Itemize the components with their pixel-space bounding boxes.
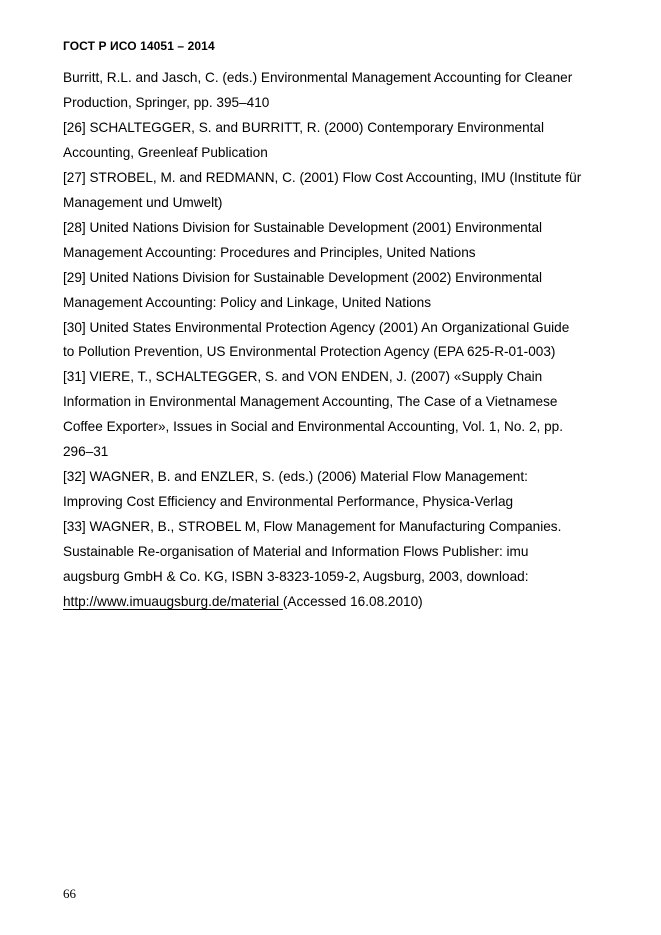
- material-download-link[interactable]: http://www.imuaugsburg.de/material: [63, 594, 283, 610]
- page-number: 66: [63, 886, 76, 901]
- reference-29: [29] United Nations Division for Sustainable Development (2002) Environmental: [63, 269, 543, 285]
- reference-line: 296–31: [63, 444, 109, 460]
- reference-line: Improving Cost Efficiency and Environmental Performance, Physica-Verlag: [63, 494, 514, 510]
- reference-line: Management und Umwelt): [63, 194, 223, 210]
- reference-line: Burritt, R.L. and Jasch, C. (eds.) Environmental Management Accounting for Cleaner: [63, 70, 573, 85]
- reference-line: Management Accounting: Policy and Linkage, United Nations: [63, 294, 432, 310]
- reference-26: [26] SCHALTEGGER, S. and BURRITT, R. (2000) Contemporary Environmental: [63, 119, 544, 135]
- reference-line: to Pollution Prevention, US Environmental Protection Agency (EPA 625-R-01-003): [63, 344, 556, 360]
- reference-28: [28] United Nations Division for Sustainable Development (2001) Environmental: [63, 219, 543, 235]
- reference-27: [27] STROBEL, M. and REDMANN, C. (2001) Flow Cost Accounting, IMU (Institute für: [63, 169, 582, 185]
- document-header: ГОСТ Р ИСО 14051 – 2014: [63, 39, 215, 53]
- accessed-date: (Accessed 16.08.2010): [282, 594, 423, 610]
- reference-33: [33] WAGNER, B., STROBEL M, Flow Management for Manufacturing Companies.: [63, 519, 562, 535]
- reference-line: Accounting, Greenleaf Publication: [63, 144, 268, 160]
- reference-line: Sustainable Re-organisation of Material and Information Flows Publisher: imu: [63, 544, 529, 560]
- reference-line: Management Accounting: Procedures and Principles, United Nations: [63, 244, 476, 260]
- reference-list: [63, 66, 623, 615]
- reference-line-with-link: [63, 590, 623, 615]
- reference-32: [32] WAGNER, B. and ENZLER, S. (eds.) (2006) Material Flow Management:: [63, 469, 528, 485]
- reference-line: Coffee Exporter», Issues in Social and Environmental Accounting, Vol. 1, No. 2, pp.: [63, 419, 563, 435]
- reference-30: [30] United States Environmental Protection Agency (2001) An Organizational Guide: [63, 319, 570, 335]
- reference-line: Production, Springer, pp. 395–410: [63, 94, 270, 110]
- reference-31: [31] VIERE, T., SCHALTEGGER, S. and VON ENDEN, J. (2007) «Supply Chain: [63, 369, 543, 385]
- reference-line: augsburg GmbH & Co. KG, ISBN 3-8323-1059-2, Augsburg, 2003, download:: [63, 569, 529, 585]
- reference-line: Information in Environmental Management Accounting, The Case of a Vietnamese: [63, 394, 558, 410]
